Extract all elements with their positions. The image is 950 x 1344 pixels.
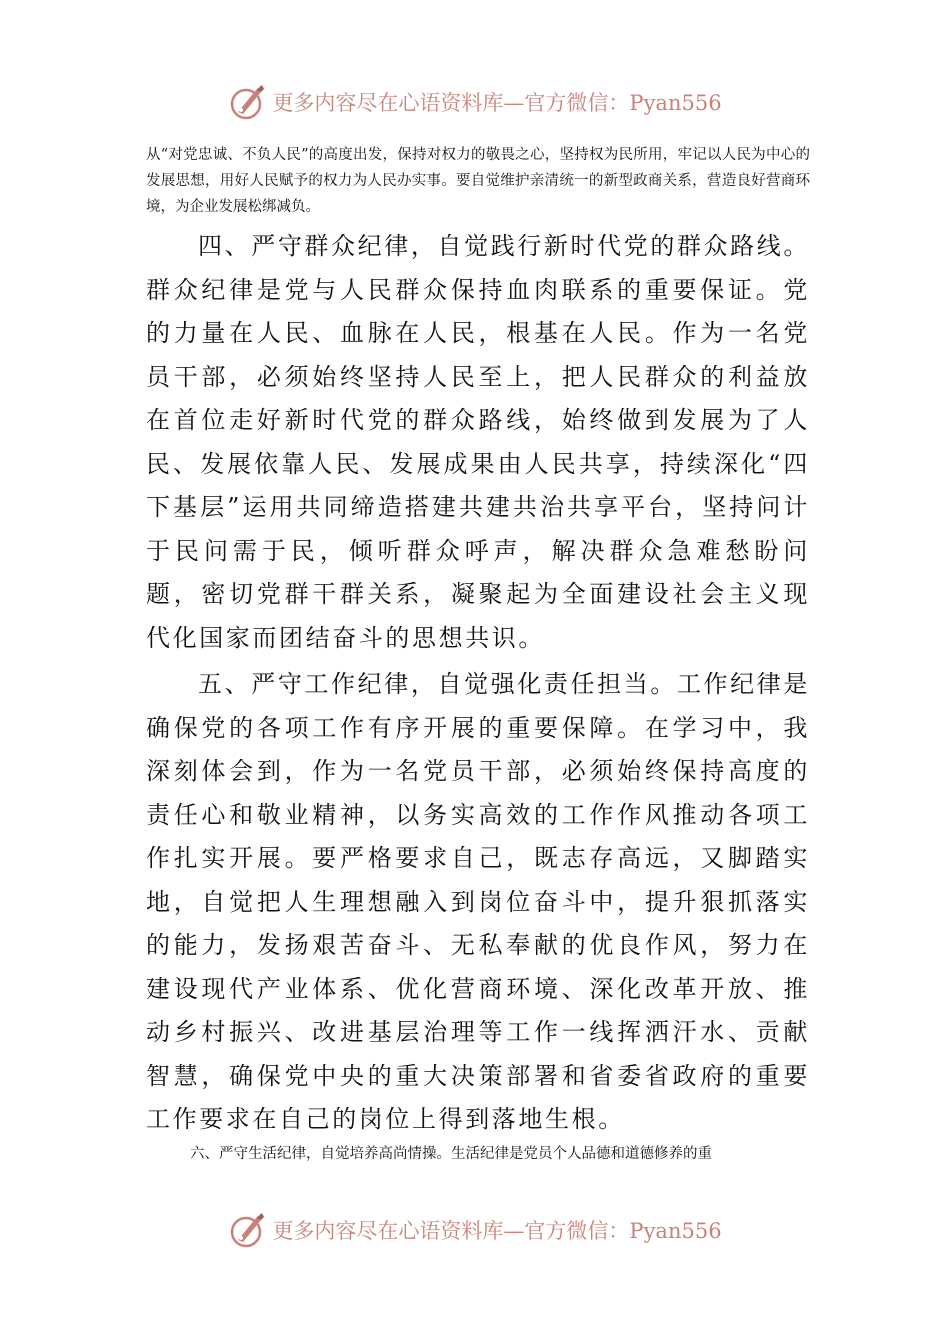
section-five-paragraph: 五、严守工作纪律，自觉强化责任担当。工作纪律是确保党的各项工作有序开展的重要保障。在学习中，我深刻体会到，作为一名党员干部，必须始终保持高度的责任心和敬业精神，以务实高效的工作作风推动各项工作扎实开展。要严格要求自己，既志存高远，又脚踏实地，自觉把人生理想融入到岗位奋斗中，提升狠抓落实的能力，发扬艰苦奋斗、无私奉献的优良作风，努力在建设现代产业体系、优化营商环境、深化改革开放、推动乡村振兴、改进基层治理等工作一线挥洒汗水、贡献智慧，确保党中央的重大决策部署和省委省政府的重要工作要求在自己的岗位上得到落地生根。 bbox=[146, 670, 810, 1133]
section-six-start: 六、严守生活纪律，自觉培养高尚情操。生活纪律是党员个人品德和道德修养的重 bbox=[190, 1146, 712, 1162]
footer-banner-text: 更多内容尽在心语资料库—官方微信：Pyan556 bbox=[272, 1219, 722, 1243]
pen-circle-logo bbox=[228, 82, 268, 122]
pen-circle-logo bbox=[228, 1210, 268, 1250]
previous-section-continuation: 从“对党忠诚、不负人民”的高度出发，保持对权力的敬畏之心，坚持权为民所用，牢记以人民为中心的发展思想，用好人民赋予的权力为人民办实事。要自觉维护亲清统一的新型政商关系，营造良好营商环境，为企业发展松绑减负。 bbox=[146, 147, 810, 215]
section-four-paragraph: 四、严守群众纪律，自觉践行新时代党的群众路线。群众纪律是党与人民群众保持血肉联系的重要保证。党的力量在人民、血脉在人民，根基在人民。作为一名党员干部，必须始终坚持人民至上，把人民群众的利益放在首位走好新时代党的群众路线，始终做到发展为了人民、发展依靠人民、发展成果由人民共享，持续深化“四下基层”运用共同缔造搭建共建共治共享平台，坚持问计于民问需于民，倾听群众呼声，解决群众急难愁盼问题，密切党群干群关系，凝聚起为全面建设社会主义现代化国家而团结奋斗的思想共识。 bbox=[146, 232, 810, 652]
footer-banner bbox=[0, 1208, 950, 1252]
header-banner bbox=[0, 80, 950, 124]
header-banner-text: 更多内容尽在心语资料库—官方微信：Pyan556 bbox=[272, 91, 722, 115]
